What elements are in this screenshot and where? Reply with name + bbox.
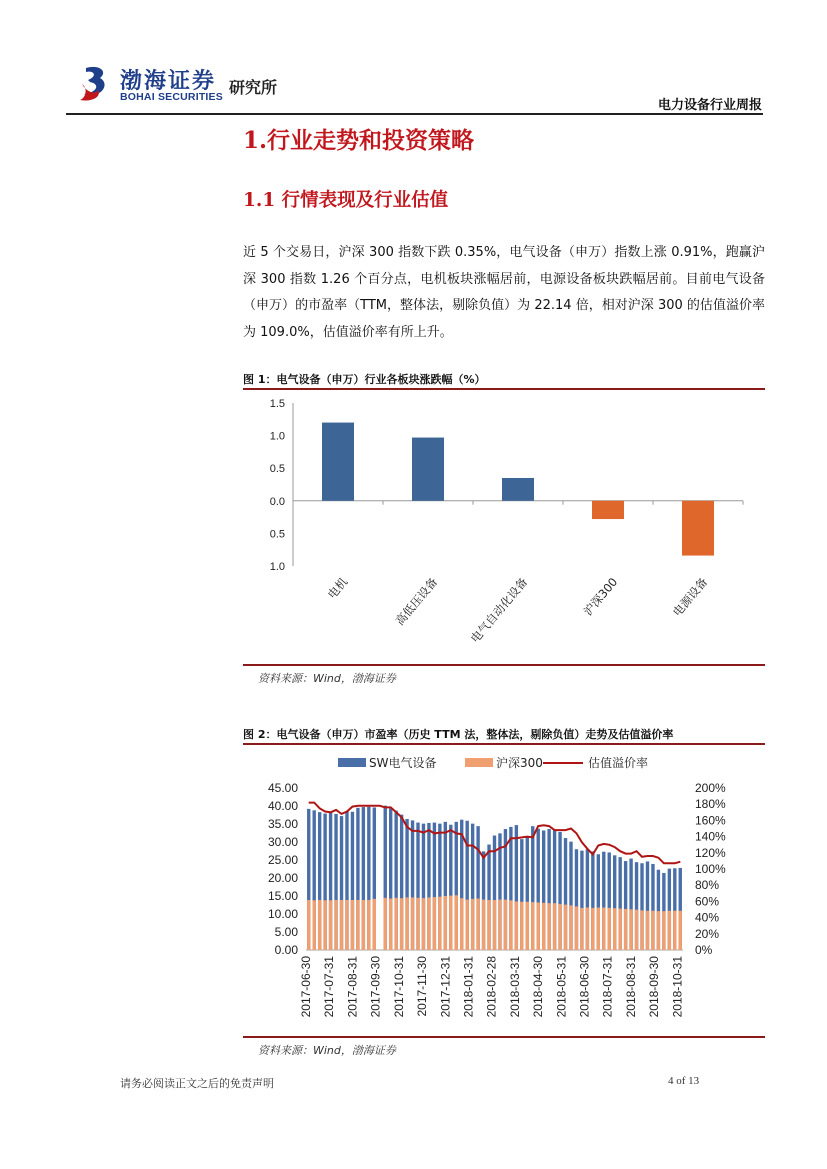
hs300-bar xyxy=(526,902,529,950)
hs300-bar xyxy=(613,908,616,950)
hs300-bar xyxy=(394,898,397,950)
y-tick-label: 0.5 xyxy=(269,528,285,541)
hs300-bar xyxy=(651,911,654,950)
hs300-bar xyxy=(356,900,359,950)
body-paragraph: 近 5 个交易日，沪深 300 指数下跌 0.35%，电气设备（申万）指数上涨 0.91%，跑赢沪深 300 指数 1.26 个百分点，电机板块涨幅居前，电源设备板块跌幅居前。目前电气设备（申万）的市盈率（TTM，整体法，剔除负值）为 22.14 倍，相对沪深 300 的估值溢价率为 109.0%，估值溢价率有所上升。 xyxy=(243,245,765,340)
y-left-tick-label: 15.00 xyxy=(267,889,298,903)
hs300-bar xyxy=(564,905,567,950)
hs300-bar xyxy=(531,902,534,950)
hs300-bar xyxy=(384,898,387,950)
y-right-tick-label: 120% xyxy=(695,845,726,860)
hs300-bar xyxy=(476,899,479,950)
y-left-tick-label: 35.00 xyxy=(267,817,298,831)
hs300-bar xyxy=(405,897,408,950)
report-type: 电力设备行业周报 xyxy=(657,98,762,113)
x-tick-label: 2017-07-31 xyxy=(322,956,337,1018)
x-tick-label: 2017-11-30 xyxy=(415,956,430,1017)
hs300-bar xyxy=(569,905,572,950)
hs300-bar xyxy=(427,897,430,950)
x-tick-label: 2018-02-28 xyxy=(484,956,499,1018)
hs300-bar xyxy=(351,900,354,950)
hs300-bar xyxy=(635,910,638,950)
page-number: 4 of 13 xyxy=(668,1075,700,1087)
logo-english-name: BOHAI SECURITIES xyxy=(120,91,223,103)
pe-premium-combo-chart xyxy=(243,746,765,1036)
hs300-bar xyxy=(373,899,376,950)
hs300-bar xyxy=(340,900,343,950)
x-tick-label: 2017-12-31 xyxy=(438,956,453,1018)
y-left-tick-label: 5.00 xyxy=(274,925,298,939)
x-tick-label: 沪深300 xyxy=(580,574,621,619)
x-tick-label: 2018-04-30 xyxy=(531,956,546,1018)
hs300-bar xyxy=(465,900,468,950)
hs300-bar xyxy=(367,900,370,950)
bar xyxy=(502,478,534,501)
x-tick-label: 电机 xyxy=(324,574,351,602)
y-tick-label: 1.5 xyxy=(269,398,285,410)
legend-label: 沪深300 xyxy=(496,756,543,770)
bar xyxy=(592,501,624,519)
y-right-tick-label: 180% xyxy=(695,797,726,812)
hs300-bar xyxy=(520,902,523,950)
y-left-tick-label: 40.00 xyxy=(267,799,298,813)
hs300-bar xyxy=(608,908,611,950)
hs300-bar xyxy=(673,911,676,950)
bar xyxy=(412,438,444,501)
hs300-bar xyxy=(487,900,490,950)
hs300-bar xyxy=(558,904,561,950)
y-right-tick-label: 40% xyxy=(695,910,720,925)
y-left-tick-label: 30.00 xyxy=(267,835,298,849)
hs300-bar xyxy=(542,903,545,950)
x-tick-label: 2017-09-30 xyxy=(368,956,383,1018)
y-right-tick-label: 60% xyxy=(695,894,720,909)
section-heading: 1.行业走势和投资策略 xyxy=(243,127,475,154)
x-tick-label: 2018-06-30 xyxy=(577,956,592,1018)
y-tick-label: 0.5 xyxy=(269,463,285,476)
hs300-bar xyxy=(629,909,632,950)
figure2-top-rule xyxy=(243,743,765,745)
y-right-tick-label: 160% xyxy=(695,813,726,828)
hs300-bar xyxy=(640,910,643,950)
x-tick-label: 2018-03-31 xyxy=(507,956,522,1018)
figure1-bottom-rule xyxy=(243,664,765,666)
disclaimer-note: 请务必阅读正文之后的免责声明 xyxy=(120,1077,274,1090)
x-tick-label: 2018-10-31 xyxy=(670,956,685,1018)
hs300-bar xyxy=(345,900,348,950)
y-tick-label: 1.0 xyxy=(269,561,285,573)
x-tick-label: 高低压设备 xyxy=(392,574,441,628)
hs300-bar xyxy=(438,897,441,950)
hs300-bar xyxy=(580,908,583,950)
y-right-tick-label: 200% xyxy=(695,781,726,795)
x-tick-label: 电气自动化设备 xyxy=(467,574,531,646)
hs300-bar xyxy=(471,899,474,950)
hs300-bar xyxy=(460,898,463,950)
hs300-bar xyxy=(602,908,605,950)
figure2-title: 图 2：电气设备（申万）市盈率（历史 TTM 法，整体法，剔除负值）走势及估值溢价率 xyxy=(243,728,674,741)
hs300-bar xyxy=(668,911,671,950)
x-tick-label: 2017-06-30 xyxy=(299,956,313,1018)
y-right-tick-label: 140% xyxy=(695,829,726,844)
legend-swatch xyxy=(465,758,493,767)
x-tick-label: 2017-10-31 xyxy=(391,956,406,1018)
hs300-bar xyxy=(537,902,540,950)
bohai-logo-icon xyxy=(78,64,114,104)
x-tick-label: 2018-08-31 xyxy=(623,956,638,1018)
hs300-bar xyxy=(329,900,332,950)
hs300-bar xyxy=(679,911,682,950)
header-divider xyxy=(66,113,763,115)
hs300-bar xyxy=(323,900,326,950)
hs300-bar xyxy=(515,901,518,950)
subsection-heading: 1.1 行情表现及行业估值 xyxy=(243,190,449,211)
y-left-tick-label: 20.00 xyxy=(267,871,298,885)
hs300-bar xyxy=(493,900,496,950)
figure2-bottom-rule xyxy=(243,1036,765,1038)
y-right-tick-label: 20% xyxy=(695,926,720,941)
hs300-bar xyxy=(422,898,425,950)
hs300-bar xyxy=(586,908,589,950)
hs300-bar xyxy=(504,900,507,950)
hs300-bar xyxy=(498,900,501,950)
hs300-bar xyxy=(362,900,365,950)
hs300-bar xyxy=(416,898,419,950)
sector-change-bar-chart xyxy=(243,392,765,664)
y-left-tick-label: 45.00 xyxy=(267,781,298,795)
logo-chinese-name: 渤海证券 xyxy=(120,68,217,94)
x-tick-label: 2018-01-31 xyxy=(461,956,476,1018)
x-tick-label: 电源设备 xyxy=(670,574,711,620)
x-tick-label: 2018-05-31 xyxy=(554,956,569,1018)
figure1-top-rule xyxy=(243,388,765,390)
y-right-tick-label: 100% xyxy=(695,862,726,876)
hs300-bar xyxy=(657,911,660,950)
hs300-bar xyxy=(400,898,403,950)
y-left-tick-label: 10.00 xyxy=(267,907,298,921)
hs300-bar xyxy=(547,903,550,950)
hs300-bar xyxy=(482,900,485,950)
hs300-bar xyxy=(313,900,316,950)
y-right-tick-label: 80% xyxy=(695,878,720,893)
y-right-tick-label: 0% xyxy=(695,943,713,957)
legend-label: 估值溢价率 xyxy=(588,756,649,770)
x-tick-label: 2018-07-31 xyxy=(600,956,615,1018)
hs300-bar xyxy=(411,897,414,950)
y-left-tick-label: 25.00 xyxy=(267,853,298,867)
institute-label: 研究所 xyxy=(229,78,278,97)
y-left-tick-label: 0.00 xyxy=(274,943,298,957)
hs300-bar xyxy=(318,900,321,950)
bar xyxy=(682,501,714,556)
hs300-bar xyxy=(662,911,665,950)
hs300-bar xyxy=(597,908,600,950)
x-tick-label: 2018-09-30 xyxy=(647,956,662,1018)
x-tick-label: 2017-08-31 xyxy=(345,956,360,1018)
hs300-bar xyxy=(618,909,621,950)
hs300-bar xyxy=(455,895,458,950)
hs300-bar xyxy=(646,911,649,950)
figure2-source: 资料来源：Wind，渤海证券 xyxy=(258,1044,396,1057)
y-tick-label: 0.0 xyxy=(269,495,285,508)
y-tick-label: 1.0 xyxy=(269,430,285,443)
hs300-bar xyxy=(433,897,436,950)
hs300-bar xyxy=(449,896,452,950)
figure1-source: 资料来源：Wind，渤海证券 xyxy=(258,672,396,685)
hs300-bar xyxy=(591,908,594,950)
hs300-bar xyxy=(509,900,512,950)
bar xyxy=(322,423,354,501)
figure1-title: 图 1：电气设备（申万）行业各板块涨跌幅（%） xyxy=(243,373,486,386)
legend-swatch xyxy=(338,758,366,767)
hs300-bar xyxy=(307,900,310,950)
hs300-bar xyxy=(575,906,578,950)
legend-label: SW电气设备 xyxy=(369,756,437,770)
hs300-bar xyxy=(389,899,392,950)
hs300-bar xyxy=(334,900,337,950)
hs300-bar xyxy=(553,903,556,950)
hs300-bar xyxy=(624,909,627,950)
hs300-bar xyxy=(444,896,447,950)
